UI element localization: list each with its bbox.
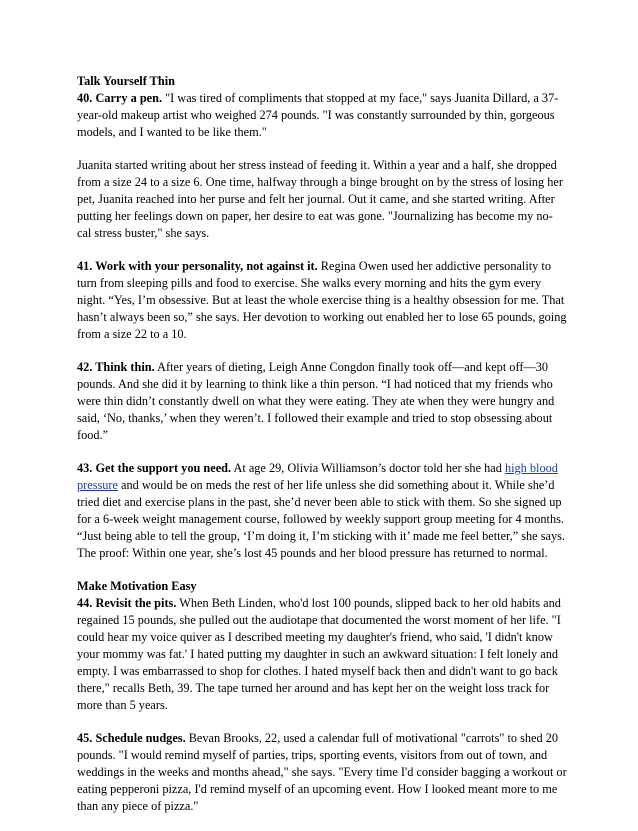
paragraph xyxy=(77,359,567,444)
paragraph xyxy=(77,258,567,343)
tip-title: 41. Work with your personality, not against it. xyxy=(77,259,318,273)
tip-title: 45. Schedule nudges. xyxy=(77,731,186,745)
tip-40-continued xyxy=(77,157,567,242)
tip-43 xyxy=(77,460,567,562)
tip-title: 42. Think thin. xyxy=(77,360,155,374)
section-make-motivation-easy xyxy=(77,578,567,714)
tip-text-after: and would be on meds the rest of her life unless she did something about it. While she’d tried diet and exercise plans in the past, she’d never been able to stick with them. So she signed up for a 6-week weight management course, followed by weekly support group meeting for 4 months. “Just being able to tell the group, ‘I’m doing it, I’m sticking with it’ made me feel better,” she says. The proof: Within one year, she’s lost 45 pounds and her blood pressure has returned to normal. xyxy=(77,478,565,560)
high-blood-pressure-link[interactable]: high blood pressure xyxy=(77,461,558,492)
tip-45 xyxy=(77,730,567,815)
paragraph: Juanita started writing about her stress instead of feeding it. Within a year and a half, she dropped from a size 24 to a size 6. One time, halfway through a binge brought on by the stress of losing her pet, Juanita reached into her purse and felt her journal. Out it came, and she started writing. After putting her feelings down on paper, her desire to eat was gone. "Journalizing has become my no-cal stress buster," she says. xyxy=(77,158,563,240)
section-heading: Talk Yourself Thin xyxy=(77,74,175,88)
tip-text: After years of dieting, Leigh Anne Congdon finally took off—and kept off—30 pounds. And she did it by learning to think like a thin person. “I had noticed that my friends who were thin didn’t constantly dwell on what they were eating. They ate when they were hungry and said, ‘No, thanks,’ when they weren’t. I followed their example and tried to stop obsessing about food.” xyxy=(77,360,555,442)
article-body xyxy=(77,73,567,831)
tip-text: "I was tired of compliments that stopped at my face," says Juanita Dillard, a 37-year-old makeup artist who weighed 274 pounds. "I was constantly surrounded by thin, gorgeous models, and I wanted to be like them." xyxy=(77,91,559,139)
tip-44 xyxy=(77,595,567,714)
tip-title: 43. Get the support you need. xyxy=(77,461,232,475)
tip-42 xyxy=(77,359,567,444)
tip-40 xyxy=(77,90,567,141)
section-heading: Make Motivation Easy xyxy=(77,579,197,593)
tip-text: Regina Owen used her addictive personality to turn from sleeping pills and food to exercise. She walks every morning and hits the gym every night. “Yes, I’m obsessive. But at least the whole exercise thing is a healthy obsession for me. That hasn’t always been so,” she says. Her devotion to working out enabled her to lose 65 pounds, going from a size 22 to a 10. xyxy=(77,259,567,341)
paragraph xyxy=(77,460,567,562)
tip-text: When Beth Linden, who'd lost 100 pounds, slipped back to her old habits and regained 15 pounds, she pulled out the audiotape that documented the worst moment of her life. "I could hear my voice quiver as I described meeting my daughter's friend, who said, 'I didn't know your mommy was fat.' I hated putting my daughter in such an awkward situation: I felt lonely and empty. I was embarrassed to shop for clothes. I hated myself back then and didn't want to go back there," recalls Beth, 39. The tape turned her around and has kept her on the weight loss track for more than 5 years. xyxy=(77,596,561,712)
tip-text: Bevan Brooks, 22, used a calendar full of motivational "carrots" to shed 20 pounds. "I would remind myself of parties, trips, sporting events, visitors from out of town, and weddings in the weeks and months ahead," she says. "Every time I'd consider bagging a workout or eating pepperoni pizza, I'd remind myself of an upcoming event. How I looked meant more to me than any piece of pizza." xyxy=(77,731,567,813)
paragraph xyxy=(77,730,567,815)
tip-title: 40. Carry a pen. xyxy=(77,91,163,105)
section-talk-yourself-thin xyxy=(77,73,567,141)
tip-text-before: At age 29, Olivia Williamson’s doctor told her she had xyxy=(231,461,505,475)
tip-title: 44. Revisit the pits. xyxy=(77,596,177,610)
tip-41 xyxy=(77,258,567,343)
